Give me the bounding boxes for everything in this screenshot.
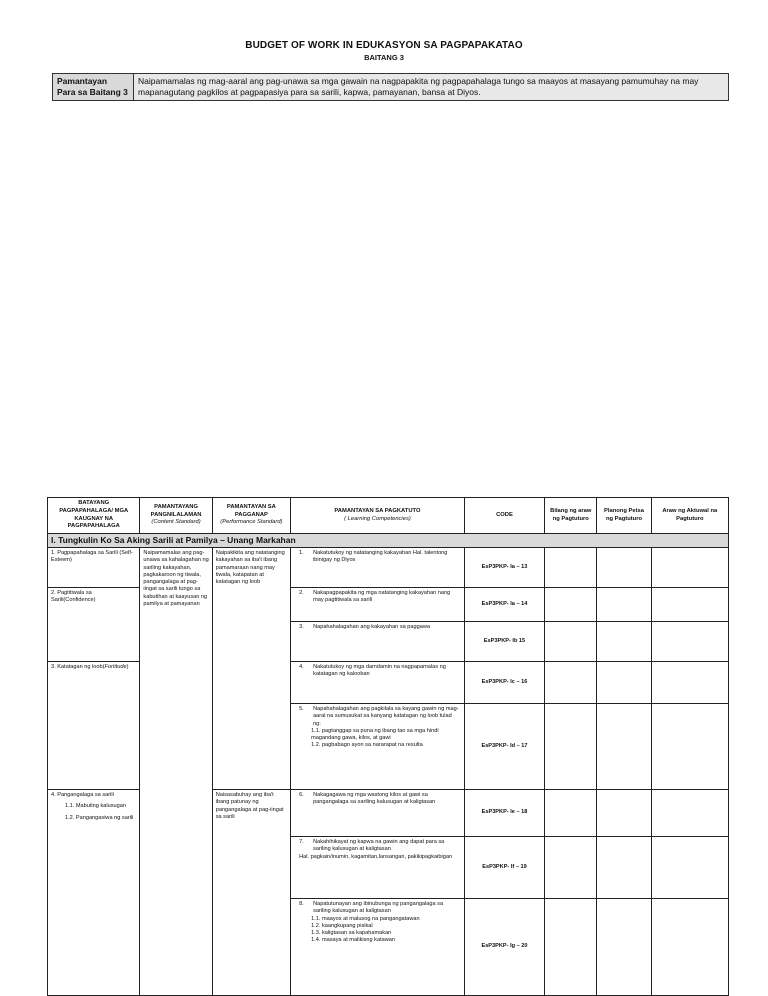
bilang-cell xyxy=(545,704,597,790)
header-pagkatuto: PAMANTAYAN SA PAGKATUTO ( Learning Competencies) xyxy=(291,498,465,534)
bilang-cell xyxy=(545,899,597,996)
example-text: Hal. pagkain/inumin, kagamitan,lansangan, pakikipagkaibigan xyxy=(299,853,453,860)
standard-text: Naipamamalas ng mag-aaral ang pag-unawa sa mga gawain na nagpapakita ng pagpapahalaga tungo sa maayos at masayang pamumuhay na may mapanagutang pagkilos at pagpapasiya para sa sarili, kapwa, pamayanan, bansa at Diyos. xyxy=(134,74,729,101)
header-row xyxy=(48,498,729,534)
budget-of-work-table xyxy=(47,497,729,996)
sub-item: 1.1. pagtanggap sa puna ng ibang tao sa mga hindi magandang gawa, kilos, at gawi xyxy=(311,727,439,742)
planong-cell xyxy=(597,622,651,662)
document-subtitle: BAITANG 3 xyxy=(364,53,404,62)
standard-label xyxy=(53,74,134,101)
competency-cell: 8. Napatutunayan ang ibinubunga ng pangangalaga sa sariling kalusugan at kaligtasan 1.1. maayos at malusog na pangangatawan 1.2. kaangkupang pisikal 1.3. kaligtasan sa kapahamakan 1.4. masaya at malikisng katawan xyxy=(291,899,465,996)
header-bilang: Bilang ng araw ng Pagtuturo xyxy=(545,498,597,534)
competency-cell: 4. Nakatutukoy ng mga damdamin na nagpapamalas ng katatagan ng kalooban xyxy=(291,662,465,704)
araw-cell xyxy=(651,899,728,996)
sub-item: 1.4. masaya at malikisng katawan xyxy=(311,937,396,944)
bilang-cell xyxy=(545,622,597,662)
competency-cell: 3. Napahahalagahan ang kakayahan sa paggawa xyxy=(291,622,465,662)
competency-cell: 2. Nakapagpapakita ng mga natatanging kakayahan nang may pagtitiwala sa sarili xyxy=(291,588,465,622)
planong-cell xyxy=(597,548,651,588)
sub-item: 1.2. pagbabago ayon sa nararapat na resulta xyxy=(311,742,423,749)
competency-cell: 7. Nakahihikayat ng kapwa na gawin ang dapat para sa sariling kalusugan at kaligtasan Hal. pagkain/inumin, kagamitan,lansangan, pakikipagkaibigan xyxy=(291,837,465,899)
performance-standard-cell: Naisasabuhay ang iba't ibang patunay ng pangangalaga at pag-iingat sa sarili xyxy=(212,790,290,996)
header-araw: Araw ng Aktuwal na Pagtuturo xyxy=(651,498,728,534)
table-row xyxy=(48,548,729,588)
planong-cell xyxy=(597,662,651,704)
code-cell: EsP3PKP- Ic – 16 xyxy=(464,662,544,704)
code-cell: EsP3PKP- If – 19 xyxy=(464,837,544,899)
sub-item: 1.2. kaangkupang pisikal xyxy=(311,922,373,929)
standard-label-line2: Para sa Baitang 3 xyxy=(57,87,128,98)
bilang-cell xyxy=(545,548,597,588)
sub-item: 1.1. maayos at malusog na pangangatawan xyxy=(311,915,420,922)
standard-label-line1: Pamantayan xyxy=(57,76,108,86)
section-title: I. Tungkulin Ko Sa Aking Sarili at Pamilya – Unang Markahan xyxy=(48,534,729,548)
code-cell: EsP3PKP- Id – 17 xyxy=(464,704,544,790)
competency-cell: 5. Napahahalagahan ang pagkilala sa kayang gawin ng mag-aaral na sumusukat sa kanyang katatagan ng loob tulad ng: 1.1. pagtanggap sa puna ng ibang tao sa mga hindi magandang gawa, kilos, at gawi 1.2. pagbabago ayon sa nararapat na resulta xyxy=(291,704,465,790)
code-cell: EsP3PKP- Ie – 18 xyxy=(464,790,544,837)
performance-standard-cell: Naipakikita ang natatanging kakayahan sa iba't ibang pamamaraan nang may tiwala, katapatan at katatagan ng loob xyxy=(212,548,290,790)
planong-cell xyxy=(597,588,651,622)
bilang-cell xyxy=(545,588,597,622)
value-cell: 3. Katatagan ng loob(Fortitude) xyxy=(48,662,140,790)
competency-cell: 1. Nakatutukoy ng natatanging kakayahan Hal. talentong ibinigay ng Diyos xyxy=(291,548,465,588)
header-pagganap: PAMANTAYAN SA PAGGANAP (Performance Standard) xyxy=(212,498,290,534)
araw-cell xyxy=(651,837,728,899)
competency-cell: 6. Nakagagawa ng mga wastong kilos at gawi sa pangangalaga sa sariling kalusugan at kaligtasan xyxy=(291,790,465,837)
header-pangnilalaman: PAMANTAYANG PANGNILALAMAN (Content Standard) xyxy=(140,498,212,534)
header-batayang: BATAYANG PAGPAPAHALAGA/ MGA KAUGNAY NA PAGPAPAHALAGA xyxy=(48,498,140,534)
header-planong: Planong Petsa ng Pagtuturo xyxy=(597,498,651,534)
value-cell: 2. Pagtitiwala sa Sarili(Confidence) xyxy=(48,588,140,662)
code-cell: EsP3PKP- Ia – 14 xyxy=(464,588,544,622)
bilang-cell xyxy=(545,662,597,704)
code-cell: EsP3PKP- Ig – 20 xyxy=(464,899,544,996)
bilang-cell xyxy=(545,790,597,837)
value-cell: 1. Pagpapahalaga sa Sarili (Self-Esteem) xyxy=(48,548,140,588)
document-title: BUDGET OF WORK IN EDUKASYON SA PAGPAPAKATAO xyxy=(245,40,523,51)
content-standard-cell: Naipamamalas ang pag-unawa sa kahalagahan ng sariling kakayahan, pagkakaroon ng tiwala, pangangalaga at pag-iingat sa sarili tungo sa kabutihan at kaayusan ng pamilya at pamayanan xyxy=(140,548,212,996)
planong-cell xyxy=(597,837,651,899)
araw-cell xyxy=(651,704,728,790)
planong-cell xyxy=(597,704,651,790)
planong-cell xyxy=(597,899,651,996)
header-code: CODE xyxy=(464,498,544,534)
araw-cell xyxy=(651,790,728,837)
araw-cell xyxy=(651,662,728,704)
code-cell: EsP3PKP- Ib 15 xyxy=(464,622,544,662)
section-row xyxy=(48,534,729,548)
bilang-cell xyxy=(545,837,597,899)
araw-cell xyxy=(651,548,728,588)
grade-standard-table xyxy=(52,73,729,101)
araw-cell xyxy=(651,622,728,662)
sub-item: 1.3. kaligtasan sa kapahamakan xyxy=(311,930,392,937)
value-cell: 4. Pangangalaga sa sarili 1.1. Mabuting kalusugan 1.2. Pangangasiwa ng sarili xyxy=(48,790,140,996)
code-cell: EsP3PKP- Ia – 13 xyxy=(464,548,544,588)
planong-cell xyxy=(597,790,651,837)
araw-cell xyxy=(651,588,728,622)
